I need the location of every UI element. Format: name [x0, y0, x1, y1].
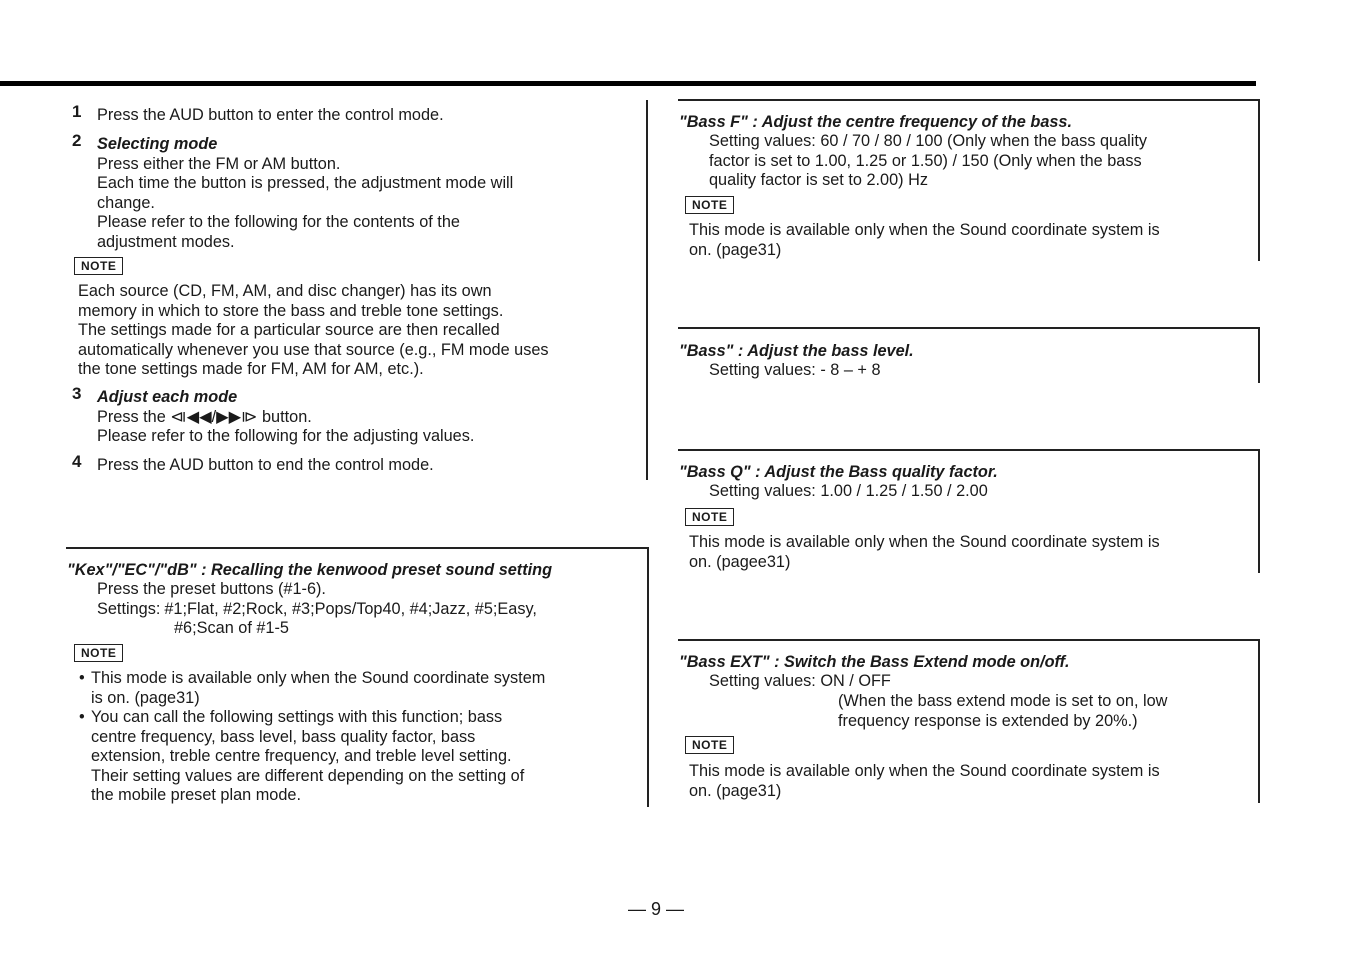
bullet-line: This mode is available only when the Sound coordinate system [91, 669, 546, 687]
settings-label: Settings: [97, 599, 161, 618]
bass-ext-detail [838, 692, 1167, 731]
step-1-number: 1 [72, 102, 82, 121]
bass-f-line: Setting values: 60 / 70 / 80 / 100 (Only when the bass quality [709, 132, 1148, 150]
step-4-line: Press the AUD button to end the control mode. [97, 456, 434, 474]
step-3-number: 3 [72, 384, 82, 403]
bullet-item [91, 708, 524, 806]
note-line: The settings made for a particular source are then recalled [78, 321, 500, 339]
section-border [1258, 639, 1260, 803]
note-line: This mode is available only when the Sound coordinate system is [689, 533, 1160, 551]
bass-ext-heading: "Bass EXT" : Switch the Bass Extend mode on/off. [679, 653, 1070, 671]
bass-f-line: factor is set to 1.00, 1.25 or 1.50) / 150 (Only when the bass [709, 151, 1142, 170]
bass-f-section [679, 113, 1072, 133]
note-line: on. (page31) [689, 240, 782, 259]
section-rule [678, 449, 1260, 451]
note-label: NOTE [74, 644, 123, 662]
step-2-number: 2 [72, 131, 82, 150]
section-rule [678, 639, 1260, 641]
bass-f-line: quality factor is set to 2.00) Hz [709, 171, 928, 189]
bullet-line: is on. (page31) [91, 688, 200, 707]
step-2-line: change. [97, 193, 155, 212]
bass-ext-detail-line: (When the bass extend mode is set to on, low [838, 692, 1168, 710]
bullet-line: the mobile preset plan mode. [91, 786, 301, 804]
note-1-text [78, 282, 549, 380]
bass-line: Setting values: - 8 – + 8 [709, 361, 881, 379]
top-rule [0, 81, 1256, 86]
step-2-heading: Selecting mode [97, 135, 218, 153]
bass-q-heading: "Bass Q" : Adjust the Bass quality factor. [679, 463, 998, 481]
section-rule [66, 547, 649, 549]
note-line: memory in which to store the bass and treble tone settings. [78, 301, 504, 320]
preset-settings [97, 600, 537, 620]
step-4-number: 4 [72, 452, 82, 471]
preset-heading: "Kex"/"EC"/"dB" : Recalling the kenwood preset sound setting [67, 561, 553, 579]
section-border [1258, 327, 1260, 383]
note-line: on. (pagee31) [689, 552, 791, 571]
note-line: the tone settings made for FM, AM for AM, etc.). [78, 360, 424, 378]
note-label: NOTE [685, 196, 734, 214]
step-3-line: Please refer to the following for the adjusting values. [97, 427, 475, 445]
note-line: This mode is available only when the Sound coordinate system is [689, 221, 1160, 239]
step-2-line: adjustment modes. [97, 232, 235, 251]
bullet-dot: • [79, 669, 85, 687]
step-2-line: Please refer to the following for the contents of the [97, 213, 460, 231]
bass-q-body [709, 482, 988, 502]
bass-f-note [689, 221, 1160, 260]
note-line: on. (page31) [689, 781, 782, 800]
settings-value: #1;Flat, #2;Rock, #3;Pops/Top40, #4;Jazz, #5;Easy, [164, 599, 537, 618]
step-1-text [97, 106, 444, 126]
step-2-line: Each time the button is pressed, the adjustment mode will [97, 174, 514, 192]
note-label: NOTE [685, 736, 734, 754]
section-border [1258, 449, 1260, 573]
settings-value-cont: #6;Scan of #1-5 [174, 619, 289, 637]
step-3-line: Press the ⧏◀◀/▶▶⧐ button. [97, 407, 312, 426]
bass-q-line: Setting values: 1.00 / 1.25 / 1.50 / 2.00 [709, 482, 988, 500]
bass-ext-note [689, 762, 1160, 801]
note-line: Each source (CD, FM, AM, and disc changer) has its own [78, 282, 492, 300]
bass-ext-body [709, 672, 891, 692]
bass-body [709, 361, 881, 381]
bass-q-section [679, 463, 998, 483]
column-divider [646, 100, 648, 480]
bass-q-note [689, 533, 1160, 572]
section-rule [678, 99, 1260, 101]
bass-ext-setting: Setting values: ON / OFF [709, 672, 891, 690]
note-label: NOTE [74, 257, 123, 275]
bullet-line: centre frequency, bass level, bass quality factor, bass [91, 727, 476, 746]
bullet-line: Their setting values are different depending on the setting of [91, 766, 525, 785]
note-line: automatically whenever you use that source (e.g., FM mode uses [78, 340, 549, 359]
bullet-line: You can call the following settings with this function; bass [91, 708, 503, 726]
preset-line: Press the preset buttons (#1-6). [97, 580, 326, 598]
bullet-line: extension, treble centre frequency, and treble level setting. [91, 747, 512, 765]
preset-body [97, 580, 537, 639]
bullet-dot: • [79, 708, 85, 726]
bass-f-body [709, 132, 1147, 191]
step-2-line: Press either the FM or AM button. [97, 154, 341, 173]
step-3-text [97, 388, 474, 447]
bass-ext-section [679, 653, 1070, 673]
note-line: This mode is available only when the Sound coordinate system is [689, 762, 1160, 780]
section-rule [678, 327, 1260, 329]
bullet-item [91, 669, 545, 708]
note-label: NOTE [685, 508, 734, 526]
step-4-text [97, 456, 434, 476]
bass-f-heading: "Bass F" : Adjust the centre frequency of the bass. [679, 113, 1073, 131]
preset-section [67, 561, 552, 581]
step-2-text [97, 135, 513, 252]
section-border [647, 547, 649, 807]
page-number: — 9 — [628, 899, 685, 919]
bass-heading: "Bass" : Adjust the bass level. [679, 342, 914, 360]
step-3-heading: Adjust each mode [97, 388, 238, 406]
bass-section [679, 342, 914, 362]
section-border [1258, 99, 1260, 261]
step-1-line: Press the AUD button to enter the control mode. [97, 106, 444, 124]
bass-ext-detail-line: frequency response is extended by 20%.) [838, 711, 1138, 730]
